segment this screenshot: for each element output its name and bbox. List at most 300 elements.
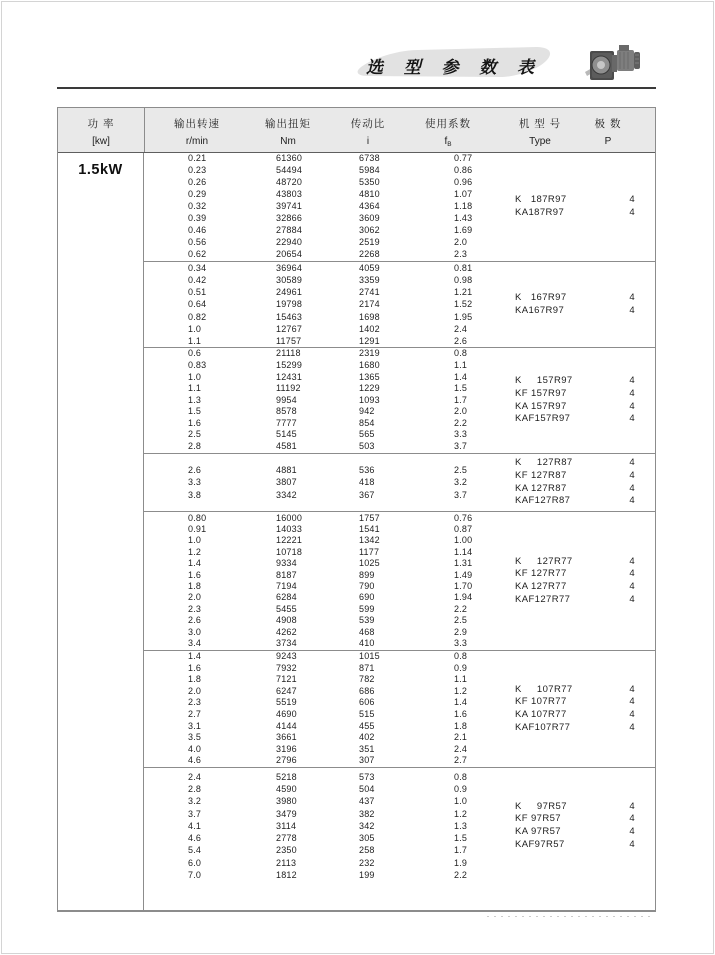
torque-cell: 39741 bbox=[276, 201, 303, 212]
factor-cell: 2.2 bbox=[454, 417, 468, 428]
poles-value: 4 bbox=[629, 457, 635, 469]
table-row bbox=[144, 395, 514, 407]
ratio-cell: 232 bbox=[359, 857, 375, 868]
speed-cell: 1.8 bbox=[188, 674, 202, 685]
ratio-cell: 606 bbox=[359, 697, 375, 708]
ratio-cell: 2319 bbox=[359, 348, 380, 359]
model-type: KAF127R87 bbox=[515, 495, 571, 507]
torque-cell: 22940 bbox=[276, 236, 303, 247]
ratio-cell: 1177 bbox=[359, 546, 380, 557]
factor-cell: 2.4 bbox=[454, 323, 468, 334]
factor-cell: 0.8 bbox=[454, 651, 468, 662]
torque-cell: 30589 bbox=[276, 275, 303, 286]
ratio-cell: 6738 bbox=[359, 153, 380, 164]
speed-cell: 2.5 bbox=[188, 429, 202, 440]
ratio-cell: 1093 bbox=[359, 394, 380, 405]
ratio-block-4 bbox=[144, 454, 655, 512]
table-row bbox=[144, 383, 514, 395]
torque-cell: 5519 bbox=[276, 697, 297, 708]
scan-artifact bbox=[487, 916, 655, 917]
model-type: K 157R97 bbox=[515, 375, 573, 387]
model-type: KA167R97 bbox=[515, 304, 565, 316]
header-torque-unit: Nm bbox=[280, 136, 296, 147]
header-speed bbox=[174, 116, 220, 147]
ratio-cell: 1025 bbox=[359, 558, 380, 569]
table-row bbox=[144, 615, 514, 626]
header-torque-cn: 输出扭矩 bbox=[265, 118, 311, 130]
factor-cell: 3.3 bbox=[454, 429, 468, 440]
table-row bbox=[144, 732, 514, 744]
poles-value: 4 bbox=[629, 387, 635, 399]
torque-cell: 7194 bbox=[276, 581, 297, 591]
ratio-cell: 3062 bbox=[359, 224, 380, 235]
torque-cell: 9334 bbox=[276, 558, 297, 569]
model-row bbox=[514, 813, 655, 826]
speed-cell: 1.2 bbox=[188, 546, 202, 557]
speed-cell: 1.1 bbox=[188, 383, 202, 394]
speed-cell: 0.82 bbox=[188, 311, 207, 322]
model-list bbox=[514, 556, 655, 606]
model-type: KF 157R97 bbox=[515, 387, 567, 399]
speed-cell: 2.8 bbox=[188, 441, 202, 452]
speed-cell: 2.3 bbox=[188, 697, 202, 708]
speed-cell: 1.6 bbox=[188, 662, 202, 673]
ratio-cell: 942 bbox=[359, 406, 375, 417]
model-row bbox=[514, 457, 655, 470]
model-list bbox=[514, 457, 655, 507]
model-type: KA 107R77 bbox=[515, 709, 567, 720]
speed-cell: 0.91 bbox=[188, 523, 207, 534]
ratio-cell: 455 bbox=[359, 720, 375, 731]
ratio-cell: 4059 bbox=[359, 263, 380, 274]
factor-cell: 2.9 bbox=[454, 626, 468, 637]
torque-cell: 3479 bbox=[276, 808, 297, 819]
torque-cell: 6247 bbox=[276, 685, 297, 696]
ratio-cell: 5350 bbox=[359, 177, 380, 188]
data-rows bbox=[144, 262, 514, 347]
ratio-cell: 342 bbox=[359, 820, 375, 831]
data-blocks bbox=[144, 153, 655, 910]
torque-cell: 11757 bbox=[276, 335, 302, 346]
poles-value: 4 bbox=[629, 581, 635, 592]
torque-cell: 27884 bbox=[276, 224, 303, 235]
torque-cell: 2778 bbox=[276, 833, 297, 844]
ratio-cell: 899 bbox=[359, 569, 375, 580]
model-list bbox=[514, 375, 655, 425]
speed-cell: 0.42 bbox=[188, 275, 207, 286]
factor-cell: 0.96 bbox=[454, 177, 473, 188]
factor-cell: 1.69 bbox=[454, 224, 473, 235]
table-row bbox=[144, 441, 514, 453]
speed-cell: 0.21 bbox=[188, 153, 207, 164]
poles-value: 4 bbox=[629, 800, 635, 812]
table-row bbox=[144, 418, 514, 430]
factor-cell: 2.6 bbox=[454, 335, 468, 346]
speed-cell: 1.0 bbox=[188, 371, 202, 382]
model-row bbox=[514, 207, 655, 220]
factor-cell: 1.52 bbox=[454, 299, 473, 310]
ratio-cell: 1229 bbox=[359, 383, 380, 394]
speed-cell: 0.64 bbox=[188, 299, 207, 310]
torque-cell: 8578 bbox=[276, 406, 297, 417]
factor-cell: 1.94 bbox=[454, 592, 473, 603]
table-row bbox=[144, 153, 514, 165]
torque-cell: 2113 bbox=[276, 857, 297, 868]
torque-cell: 6284 bbox=[276, 592, 297, 603]
factor-cell: 1.1 bbox=[454, 359, 468, 370]
factor-cell: 1.07 bbox=[454, 189, 473, 200]
factor-cell: 0.81 bbox=[454, 263, 473, 274]
speed-cell: 1.1 bbox=[188, 335, 202, 346]
factor-cell: 0.98 bbox=[454, 275, 473, 286]
table-row bbox=[144, 177, 514, 189]
poles-value: 4 bbox=[629, 813, 635, 825]
model-row bbox=[514, 826, 655, 839]
poles-value: 4 bbox=[629, 683, 635, 695]
table-row bbox=[144, 795, 514, 807]
table-row bbox=[144, 189, 514, 201]
factor-cell: 1.7 bbox=[454, 845, 468, 856]
model-row bbox=[514, 292, 655, 305]
header-type-en: Type bbox=[529, 136, 551, 147]
torque-cell: 61360 bbox=[276, 153, 303, 164]
speed-cell: 0.56 bbox=[188, 236, 207, 247]
speed-cell: 4.0 bbox=[188, 743, 202, 754]
torque-cell: 3807 bbox=[276, 477, 297, 488]
torque-cell: 14033 bbox=[276, 523, 303, 534]
header-speed-cn: 输出转速 bbox=[174, 118, 220, 130]
page-title: 选 型 参 数 表 bbox=[366, 58, 542, 77]
factor-cell: 0.8 bbox=[454, 348, 468, 359]
model-list bbox=[514, 292, 655, 317]
torque-cell: 36964 bbox=[276, 263, 303, 274]
speed-cell: 1.3 bbox=[188, 394, 202, 405]
torque-cell: 3661 bbox=[276, 732, 297, 743]
header-ratio-cn: 传动比 bbox=[350, 118, 386, 130]
torque-cell: 2796 bbox=[276, 755, 297, 766]
factor-cell: 2.7 bbox=[454, 755, 468, 766]
speed-cell: 2.4 bbox=[188, 772, 202, 783]
ratio-cell: 351 bbox=[359, 743, 375, 754]
torque-cell: 10718 bbox=[276, 546, 303, 557]
table-row bbox=[144, 262, 514, 274]
torque-cell: 3196 bbox=[276, 743, 297, 754]
factor-cell: 2.3 bbox=[454, 248, 468, 259]
ratio-cell: 539 bbox=[359, 615, 375, 626]
speed-cell: 1.0 bbox=[188, 535, 202, 546]
table-row bbox=[144, 771, 514, 783]
factor-cell: 2.1 bbox=[454, 732, 468, 743]
header-power-unit: [kw] bbox=[92, 136, 110, 147]
poles-value: 4 bbox=[629, 194, 635, 206]
ratio-cell: 1291 bbox=[359, 335, 380, 346]
table-row bbox=[144, 165, 514, 177]
factor-cell: 1.21 bbox=[454, 287, 473, 298]
table-row bbox=[144, 489, 514, 501]
model-list bbox=[514, 194, 655, 219]
table-row bbox=[144, 335, 514, 347]
header-torque bbox=[265, 116, 311, 147]
factor-cell: 1.7 bbox=[454, 394, 468, 405]
model-row bbox=[514, 696, 655, 709]
torque-cell: 3114 bbox=[276, 820, 297, 831]
table-row bbox=[144, 524, 514, 535]
model-type: K 127R77 bbox=[515, 555, 573, 567]
header-ratio-symbol: i bbox=[366, 136, 370, 147]
ratio-cell: 4364 bbox=[359, 201, 380, 212]
table-row bbox=[144, 547, 514, 558]
model-row bbox=[514, 483, 655, 496]
ratio-cell: 504 bbox=[359, 784, 375, 795]
torque-cell: 12221 bbox=[276, 535, 303, 546]
table-row bbox=[144, 638, 514, 649]
torque-cell: 19798 bbox=[276, 299, 303, 310]
poles-value: 4 bbox=[629, 721, 635, 733]
table-row bbox=[144, 592, 514, 603]
table-row bbox=[144, 709, 514, 721]
speed-cell: 3.4 bbox=[188, 638, 202, 649]
poles-value: 4 bbox=[629, 291, 635, 303]
table-row bbox=[144, 674, 514, 686]
model-type: KAF97R57 bbox=[515, 838, 565, 850]
header-type-cn: 机 型 号 bbox=[518, 118, 562, 130]
ratio-cell: 4810 bbox=[359, 189, 380, 200]
factor-cell: 1.2 bbox=[454, 808, 468, 819]
torque-cell: 16000 bbox=[276, 512, 303, 523]
speed-cell: 1.6 bbox=[188, 569, 202, 580]
ratio-cell: 402 bbox=[359, 732, 375, 743]
table-row bbox=[144, 651, 514, 663]
torque-cell: 4581 bbox=[276, 441, 297, 452]
model-type: KAF107R77 bbox=[515, 721, 571, 733]
table-row bbox=[144, 249, 514, 261]
factor-cell: 1.49 bbox=[454, 569, 473, 580]
factor-cell: 1.18 bbox=[454, 201, 473, 212]
torque-cell: 21118 bbox=[276, 348, 301, 359]
speed-cell: 4.1 bbox=[188, 820, 202, 831]
factor-cell: 3.7 bbox=[454, 489, 468, 500]
factor-cell: 1.5 bbox=[454, 833, 468, 844]
poles-value: 4 bbox=[629, 696, 635, 708]
table-row bbox=[144, 697, 514, 709]
model-row bbox=[514, 722, 655, 735]
model-row bbox=[514, 839, 655, 852]
torque-cell: 2350 bbox=[276, 845, 297, 856]
model-row bbox=[514, 684, 655, 697]
torque-cell: 48720 bbox=[276, 177, 303, 188]
model-type: KA 127R77 bbox=[515, 581, 567, 592]
table-row bbox=[144, 225, 514, 237]
table-row bbox=[144, 372, 514, 384]
table-row bbox=[144, 570, 514, 581]
speed-cell: 4.6 bbox=[188, 833, 202, 844]
torque-cell: 12431 bbox=[276, 371, 303, 382]
ratio-cell: 2174 bbox=[359, 299, 380, 310]
torque-cell: 9954 bbox=[276, 394, 297, 405]
ratio-cell: 418 bbox=[359, 477, 375, 488]
model-type: K 187R97 bbox=[515, 194, 567, 206]
poles-value: 4 bbox=[629, 826, 635, 837]
speed-cell: 6.0 bbox=[188, 857, 202, 868]
model-row bbox=[514, 194, 655, 207]
ratio-cell: 1698 bbox=[359, 311, 380, 322]
header-power bbox=[88, 116, 115, 147]
ratio-cell: 437 bbox=[359, 796, 375, 807]
poles-value: 4 bbox=[629, 400, 635, 412]
table-row bbox=[144, 581, 514, 592]
table-row bbox=[144, 808, 514, 820]
torque-cell: 32866 bbox=[276, 212, 303, 223]
model-row bbox=[514, 375, 655, 388]
factor-cell: 0.8 bbox=[454, 772, 468, 783]
header-service-factor bbox=[425, 116, 471, 148]
factor-cell: 2.5 bbox=[454, 465, 468, 476]
torque-cell: 4908 bbox=[276, 615, 297, 626]
torque-cell: 3734 bbox=[276, 638, 297, 649]
ratio-cell: 2741 bbox=[359, 287, 380, 298]
torque-cell: 4881 bbox=[276, 465, 297, 476]
factor-cell: 0.87 bbox=[454, 523, 473, 534]
table-row bbox=[144, 464, 514, 476]
speed-cell: 0.46 bbox=[188, 224, 207, 235]
torque-cell: 20654 bbox=[276, 248, 303, 259]
factor-cell: 1.9 bbox=[454, 857, 468, 868]
table-row bbox=[144, 844, 514, 856]
ratio-block-3 bbox=[144, 348, 655, 454]
table-row bbox=[144, 755, 514, 767]
header-poles bbox=[595, 116, 622, 147]
table-row bbox=[144, 627, 514, 638]
table-row bbox=[144, 721, 514, 733]
factor-cell: 1.6 bbox=[454, 709, 468, 719]
data-rows bbox=[144, 464, 514, 500]
factor-cell: 3.2 bbox=[454, 477, 468, 488]
factor-cell: 1.3 bbox=[454, 820, 468, 831]
table-row bbox=[144, 820, 514, 832]
table-row bbox=[144, 298, 514, 310]
factor-cell: 0.9 bbox=[454, 662, 468, 673]
ratio-cell: 599 bbox=[359, 603, 375, 614]
factor-cell: 1.0 bbox=[454, 796, 468, 807]
ratio-block-6 bbox=[144, 651, 655, 768]
ratio-cell: 410 bbox=[359, 638, 375, 649]
ratio-cell: 573 bbox=[359, 772, 375, 783]
ratio-cell: 367 bbox=[359, 489, 375, 500]
model-type: KA187R97 bbox=[515, 207, 565, 218]
speed-cell: 3.3 bbox=[188, 477, 202, 488]
model-row bbox=[514, 581, 655, 594]
torque-cell: 4262 bbox=[276, 626, 297, 637]
model-type: K 167R97 bbox=[515, 291, 567, 303]
column-divider bbox=[144, 108, 145, 152]
speed-cell: 2.3 bbox=[188, 603, 202, 614]
page-title-banner bbox=[352, 44, 556, 82]
factor-cell: 0.9 bbox=[454, 784, 468, 795]
factor-cell: 2.2 bbox=[454, 603, 468, 614]
header-divider-rule bbox=[57, 87, 656, 89]
speed-cell: 3.2 bbox=[188, 796, 202, 807]
ratio-cell: 307 bbox=[359, 755, 375, 766]
poles-value: 4 bbox=[629, 304, 635, 316]
torque-cell: 3980 bbox=[276, 796, 297, 807]
poles-value: 4 bbox=[629, 495, 635, 507]
model-type: KAF157R97 bbox=[515, 413, 571, 425]
torque-cell: 24961 bbox=[276, 287, 303, 298]
poles-value: 4 bbox=[629, 469, 635, 481]
speed-cell: 4.6 bbox=[188, 755, 202, 766]
speed-cell: 0.29 bbox=[188, 189, 207, 200]
speed-cell: 0.83 bbox=[188, 359, 207, 370]
speed-cell: 0.62 bbox=[188, 248, 207, 259]
ratio-cell: 871 bbox=[359, 662, 375, 673]
data-rows bbox=[144, 651, 514, 767]
data-rows bbox=[144, 153, 514, 260]
header-type bbox=[519, 116, 561, 147]
table-row bbox=[144, 286, 514, 298]
speed-cell: 1.8 bbox=[188, 581, 202, 591]
table-row bbox=[144, 237, 514, 249]
model-row bbox=[514, 470, 655, 483]
table-row bbox=[144, 348, 514, 360]
factor-cell: 1.4 bbox=[454, 697, 468, 708]
ratio-cell: 199 bbox=[359, 869, 375, 880]
torque-cell: 7932 bbox=[276, 662, 297, 673]
model-row bbox=[514, 401, 655, 414]
factor-cell: 1.00 bbox=[454, 535, 473, 546]
model-row bbox=[514, 495, 655, 508]
speed-cell: 3.1 bbox=[188, 720, 202, 731]
data-rows bbox=[144, 348, 514, 452]
model-row bbox=[514, 709, 655, 722]
model-type: KF 127R87 bbox=[515, 469, 567, 481]
table-body bbox=[58, 153, 655, 910]
model-type: K 107R77 bbox=[515, 683, 573, 695]
table-row bbox=[144, 323, 514, 335]
speed-cell: 3.7 bbox=[188, 808, 202, 819]
model-type: KF 107R77 bbox=[515, 696, 567, 708]
speed-cell: 1.5 bbox=[188, 406, 202, 417]
speed-cell: 2.7 bbox=[188, 709, 202, 719]
speed-cell: 0.32 bbox=[188, 201, 207, 212]
factor-cell: 0.77 bbox=[454, 153, 473, 164]
header-speed-unit: r/min bbox=[185, 136, 209, 147]
speed-cell: 3.5 bbox=[188, 732, 202, 743]
ratio-cell: 1680 bbox=[359, 359, 380, 370]
model-type: K 97R57 bbox=[515, 800, 567, 812]
speed-cell: 2.0 bbox=[188, 592, 202, 603]
torque-cell: 3342 bbox=[276, 489, 297, 500]
speed-cell: 2.0 bbox=[188, 685, 202, 696]
table-row bbox=[144, 535, 514, 546]
model-row bbox=[514, 594, 655, 607]
table-row bbox=[144, 213, 514, 225]
speed-cell: 0.80 bbox=[188, 512, 207, 523]
ratio-cell: 3609 bbox=[359, 212, 380, 223]
ratio-cell: 2519 bbox=[359, 236, 380, 247]
ratio-cell: 258 bbox=[359, 845, 375, 856]
torque-cell: 8187 bbox=[276, 569, 297, 580]
factor-cell: 3.7 bbox=[454, 441, 468, 452]
factor-cell: 3.3 bbox=[454, 638, 468, 649]
speed-cell: 0.39 bbox=[188, 212, 207, 223]
torque-cell: 4690 bbox=[276, 709, 297, 719]
torque-cell: 4590 bbox=[276, 784, 297, 795]
factor-cell: 2.2 bbox=[454, 869, 468, 880]
ratio-cell: 790 bbox=[359, 581, 375, 591]
factor-cell: 2.5 bbox=[454, 615, 468, 626]
table-row bbox=[144, 857, 514, 869]
table-row bbox=[144, 869, 514, 881]
